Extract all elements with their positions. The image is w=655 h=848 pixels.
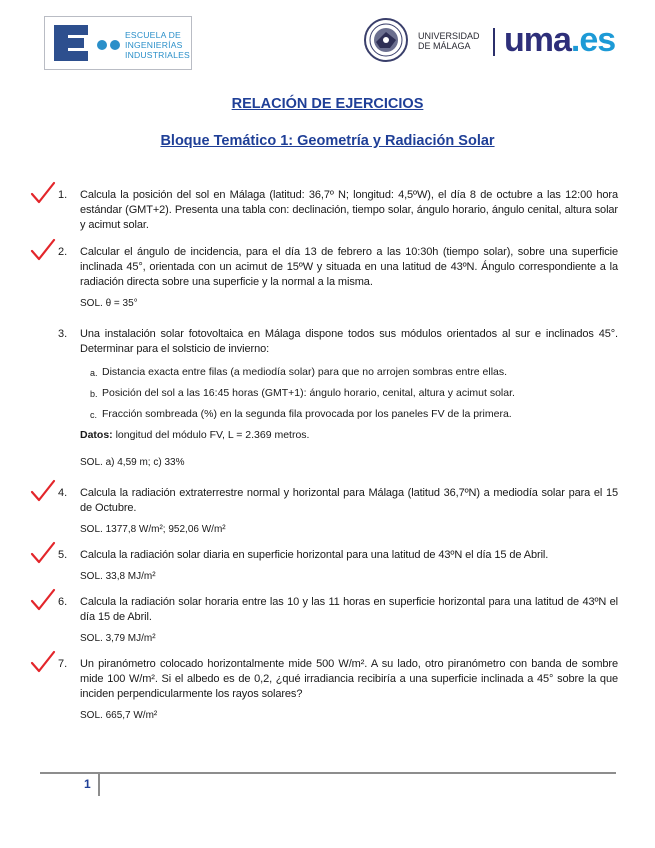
exercise-text: Calcula la radiación extraterrestre normal y horizontal para Málaga (latitud 36,7ºN) a mediodía solar para el 15 de Octubre. bbox=[80, 487, 618, 514]
uma-name bbox=[418, 31, 480, 51]
exercise-5 bbox=[58, 548, 618, 584]
exercise-number: 7. bbox=[58, 658, 68, 670]
datos-label: Datos: bbox=[80, 429, 113, 441]
eii-dots bbox=[97, 37, 123, 55]
page-number-bar bbox=[98, 774, 100, 796]
eii-text bbox=[125, 30, 190, 60]
exercise-number: 2. bbox=[58, 246, 68, 258]
uma-name-line1: UNIVERSIDAD bbox=[418, 31, 480, 41]
uma-seal-icon bbox=[364, 18, 408, 62]
exercise-4 bbox=[58, 486, 618, 537]
exercise-text: Calcular el ángulo de incidencia, para el día 13 de febrero a las 10:30h (tiempo solar), sobre una superficie inclinada 45°, orientada con un acimut de 15ºW y situada en una latitud de 43ºN. Ángulo correspondiente a la radiación directa sobre una superficie y la normal a la misma. bbox=[80, 246, 618, 288]
eii-text-line2: INGENIERÍAS bbox=[125, 40, 183, 50]
exercise-7 bbox=[58, 657, 618, 723]
eii-text-line3: INDUSTRIALES bbox=[125, 50, 190, 60]
exercise-text: Calcula la radiación solar diaria en superficie horizontal para una latitud de 43ºN el día 15 de Abril. bbox=[80, 549, 549, 561]
page-number: 1 bbox=[84, 777, 91, 791]
exercise-solution: SOL. a) 4,59 m; c) 33% bbox=[80, 457, 185, 468]
check-mark-icon bbox=[30, 181, 56, 205]
subitem-text: Fracción sombreada (%) en la segunda fila provocada por los paneles FV de la primera. bbox=[102, 408, 512, 420]
uma-brand-part1: uma bbox=[504, 21, 571, 59]
exercise-number: 5. bbox=[58, 549, 68, 561]
subitem-text: Distancia exacta entre filas (a mediodía solar) para que no arrojen sombras entre ellas. bbox=[102, 366, 508, 378]
check-mark-icon bbox=[30, 479, 56, 503]
subitem-c bbox=[90, 407, 618, 421]
subitem-text: Posición del sol a las 16:45 horas (GMT+1): ángulo horario, cenital, altura y acimut solar. bbox=[102, 387, 515, 399]
uma-name-line2: DE MÁLAGA bbox=[418, 41, 471, 51]
exercise-datos bbox=[80, 428, 618, 442]
exercise-number: 1. bbox=[58, 189, 68, 201]
exercise-text: Calcula la posición del sol en Málaga (latitud: 36,7º N; longitud: 4,5ºW), el día 8 de octubre a las 12:00 hora estándar (GMT+2). Presenta una tabla con: declinación, tiempo solar, ángulo horario, ángulo cenital, altura solar y acimut solar. bbox=[80, 189, 618, 231]
subitem-a bbox=[90, 365, 618, 379]
exercise-1 bbox=[58, 188, 618, 233]
exercise-solution: SOL. 1377,8 W/m²; 952,06 W/m² bbox=[80, 524, 226, 535]
uma-brand-logo bbox=[504, 20, 615, 60]
uma-separator bbox=[493, 28, 495, 56]
exercise-number: 4. bbox=[58, 487, 68, 499]
eii-logo bbox=[44, 16, 192, 70]
check-mark-icon bbox=[30, 541, 56, 565]
datos-text: longitud del módulo FV, L = 2.369 metros. bbox=[112, 429, 310, 441]
check-mark-icon bbox=[30, 588, 56, 612]
eii-text-line1: ESCUELA DE bbox=[125, 30, 181, 40]
subitem-letter: c. bbox=[90, 410, 98, 420]
check-mark-icon bbox=[30, 238, 56, 262]
exercise-number: 6. bbox=[58, 596, 68, 608]
exercise-text: Una instalación solar fotovoltaica en Málaga dispone todos sus módulos orientados al sur e inclinados 45°. Determinar para el solsticio de invierno: bbox=[80, 328, 618, 355]
exercise-solution: SOL. θ = 35° bbox=[80, 298, 138, 309]
check-mark-icon bbox=[30, 650, 56, 674]
page-subtitle: Bloque Temático 1: Geometría y Radiación Solar bbox=[160, 133, 495, 149]
page-title: RELACIÓN DE EJERCICIOS bbox=[231, 96, 424, 112]
exercise-solution: SOL. 665,7 W/m² bbox=[80, 710, 158, 721]
subitem-b bbox=[90, 386, 618, 400]
exercise-number: 3. bbox=[58, 328, 68, 340]
exercise-subitems bbox=[90, 365, 618, 421]
exercise-2 bbox=[58, 245, 618, 311]
exercise-text: Un piranómetro colocado horizontalmente mide 500 W/m². A su lado, otro piranómetro con banda de sombre mide 100 W/m². Si el albedo es de 0,2, ¿qué irradiancia recibiría a una superficie inclinada a 45° sobre la que inciden perpendicularmente los rayos solares? bbox=[80, 658, 618, 700]
uma-brand-part2: .es bbox=[570, 21, 616, 59]
exercise-6 bbox=[58, 595, 618, 646]
exercise-solution: SOL. 3,79 MJ/m² bbox=[80, 633, 156, 644]
subitem-letter: a. bbox=[90, 368, 98, 378]
subitem-letter: b. bbox=[90, 389, 98, 399]
exercise-3 bbox=[58, 327, 618, 470]
exercise-list bbox=[0, 188, 655, 723]
eii-e-icon bbox=[54, 25, 94, 61]
exercise-text: Calcula la radiación solar horaria entre las 10 y las 11 horas en superficie horizontal para una latitud de 43ºN el día 15 de Abril. bbox=[80, 596, 618, 623]
footer-divider bbox=[40, 772, 616, 774]
exercise-solution: SOL. 33,8 MJ/m² bbox=[80, 571, 156, 582]
